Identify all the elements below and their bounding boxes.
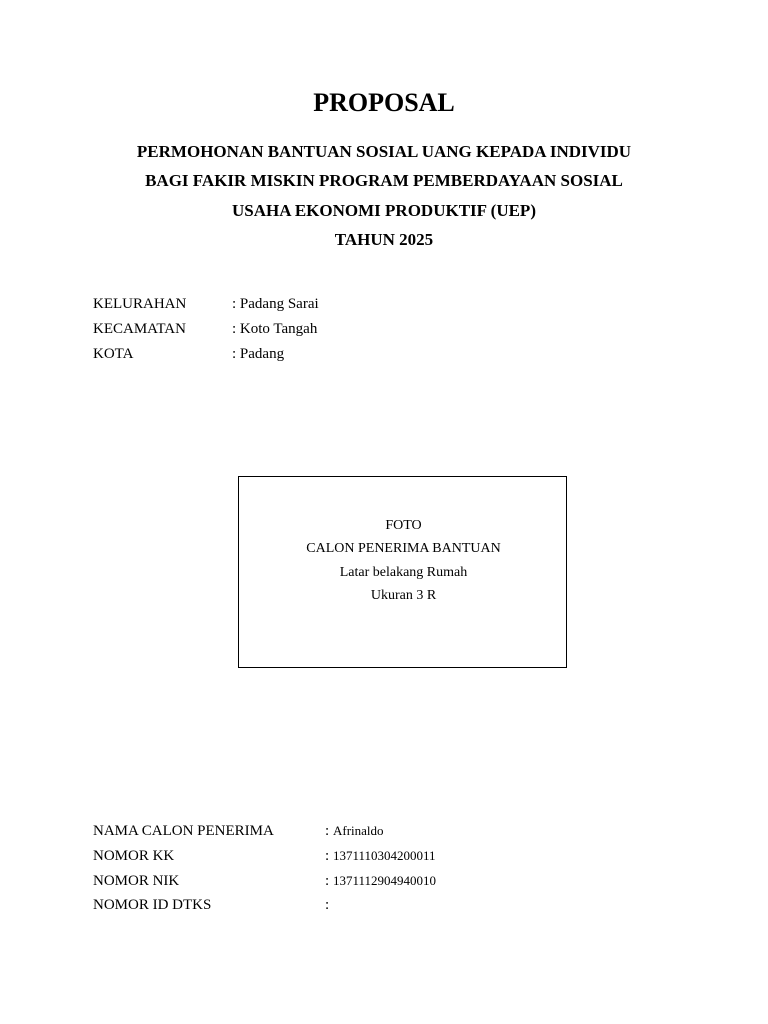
recipient-name-colon: : — [325, 823, 330, 839]
recipient-name-row — [93, 818, 436, 843]
photo-caption-line: CALON PENERIMA BANTUAN — [306, 541, 501, 557]
kecamatan-label: KECAMATAN — [93, 321, 186, 337]
photo-placeholder-text — [238, 514, 569, 608]
page-title: PROPOSAL — [313, 88, 455, 117]
kecamatan-value: : Koto Tangah — [232, 321, 318, 337]
subtitle-line: BAGI FAKIR MISKIN PROGRAM PEMBERDAYAAN SOSIAL — [145, 171, 623, 191]
kelurahan-value: : Padang Sarai — [232, 296, 319, 312]
kelurahan-label: KELURAHAN — [93, 296, 187, 312]
subtitle-year: TAHUN 2025 — [334, 229, 434, 249]
nomor-kk-colon: : — [325, 848, 330, 864]
nomor-kk-label: NOMOR KK — [93, 848, 175, 864]
kota-row — [93, 342, 319, 367]
location-section — [93, 292, 319, 367]
nomor-nik-label: NOMOR NIK — [93, 873, 180, 889]
nomor-nik-row — [93, 868, 436, 893]
nomor-id-dtks-row — [93, 893, 436, 918]
nomor-id-dtks-label: NOMOR ID DTKS — [93, 897, 212, 913]
kota-value: : Padang — [232, 346, 285, 362]
document-subtitle — [0, 137, 768, 254]
recipient-name-value: Afrinaldo — [333, 823, 384, 838]
photo-caption-line: Ukuran 3 R — [370, 588, 437, 604]
subtitle-line: USAHA EKONOMI PRODUKTIF (UEP) — [232, 200, 536, 220]
nomor-kk-row — [93, 843, 436, 868]
nomor-id-dtks-colon: : — [325, 897, 330, 913]
recipient-name-label: NAMA CALON PENERIMA — [93, 823, 274, 839]
photo-caption-line: FOTO — [385, 518, 422, 533]
nomor-kk-value: 1371110304200011 — [333, 848, 436, 863]
recipient-section — [93, 818, 436, 918]
kelurahan-row — [93, 292, 319, 317]
kecamatan-row — [93, 317, 319, 342]
nomor-nik-value: 1371112904940010 — [333, 873, 437, 888]
subtitle-line: PERMOHONAN BANTUAN SOSIAL UANG KEPADA INDIVIDU — [136, 142, 632, 161]
photo-caption-line: Latar belakang Rumah — [339, 564, 468, 580]
nomor-nik-colon: : — [325, 873, 330, 889]
kota-label: KOTA — [93, 346, 134, 362]
